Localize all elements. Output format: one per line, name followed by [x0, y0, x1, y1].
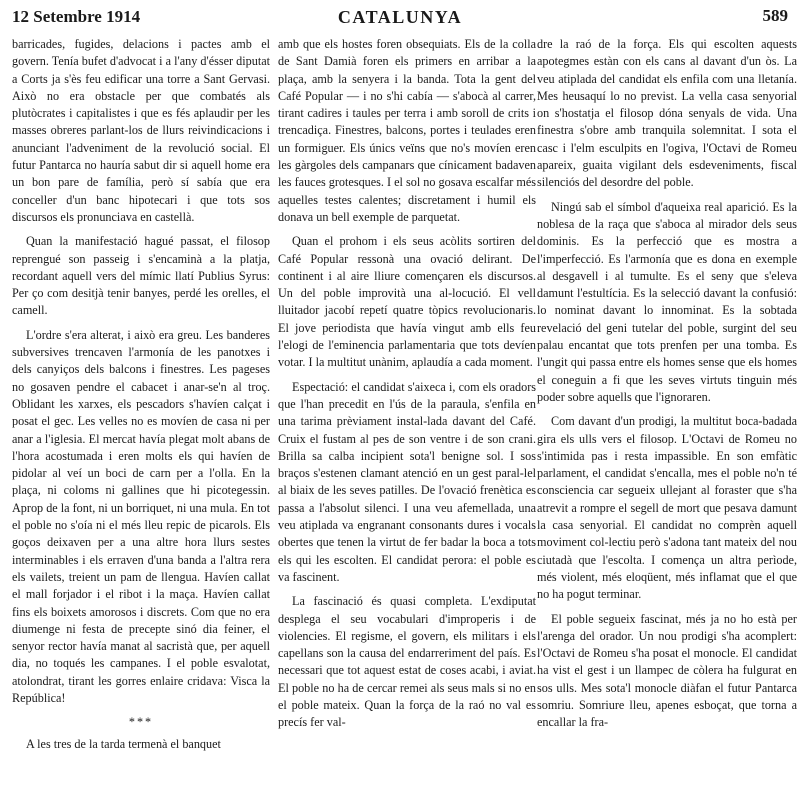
paragraph: dre la raó de la força. Els qui escolten aquests apotegmes estàn con els cans al davant d'un òs. La veu atiplada del candidat els enfila com una lletanía. Mes heusaquí lo no previst. La vella casa senyorial on s'hostatja el filosop dóna senyals de vida. Una finestra s'obre amb tranquila solemnitat. I sota el casc i l'elm esculpits en l'ogiva, l'Octavi de Romeu apareix, guaita vigilant dels esdeveniments, fiscal silenciós del desordre del poble. — [537, 37, 797, 190]
paragraph: Quan la manifestació hagué passat, el filosop reprengué son passeig i s'encaminà a la platja, recordant aquell vers del mímic llatí Publius Syrus: Per ço com desitjà tenir banyes, perdé les orelles, el camell. — [12, 234, 270, 318]
text-column-1 — [12, 36, 270, 753]
paragraph: El poble segueix fascinat, més ja no ho està per l'arenga del orador. Un nou prodigi s'ha acomplert: l'Octavi de Romeu s'ha posat el monocle. El candidat ha vist el gest i un llampec de còlera ha fulgurat en sos ulls. Mes sota'l monocle diàfan el futur Pantarca somriu. Somriure lleu, apenes esboçat, que torna a encallar la fra- — [537, 611, 797, 730]
publication-title: CATALUNYA — [337, 7, 463, 27]
paragraph: amb que els hostes foren obsequiats. Els de la colla de Sant Damià foren els primers en arribar a la plaça, amb la senyera i la banda. Tota la gent del Café Popular — i no s'hi cabía — s'abocà al carrer, tirant cadires i taules per terra i amb soroll de crits i trencadiça. Finestres, balcons, portes i teulades eren un formiguer. Els únics veïns que no's movíen eren les gàrgoles dels campanars que cínicament badaven les fauces grotesques. I el sol no gosava escalfar més aquelles testes calentes; discretament i humil els donava un bell exemple de parquetat. — [278, 37, 536, 224]
paragraph: L'ordre s'era alterat, i això era greu. Les banderes subversives trencaven l'armonía de les panotxes i dels canyiços dels balcons i finestres. Les pageses no gosaven pendre el cabacet i anar-se'n al troç. Oblidant les xarxes, els pescadors s'havíen calçat i posat el gec. Les velles no es movíen de casa ni per anar a l'iglesia. El mercat havía plegat molt abans de l'hora acostumada i eren molts els qui havíen de pidolar al veí un boci de carn per a l'olla. En la plaça, ni coloms ni gallines que hi picotegessin. Aprop de la font, ni un borriquet, ni una mula. En tot el poble no s'oía ni el més lleu repic de picarols. Els goços deixaven per a una altre hora llurs sestes interminables i els erraven d'una banda a l'altra rera els vailets, treient un pam de llengua. Havíen callat el mall forjador i el ribot i la maça. Havíen callat fins els boixets amorosos i discrets. Com que no era diumenge ni festa de precepte sinó dia feiner, el senyor rector havía manat al sacristà que, per aquell dia, no toqués les campanes. I el poble esvalotat, atolondrat, tirant les gorres enlaire cridava: Visca la República! — [12, 327, 270, 705]
text-column-3 — [537, 36, 797, 732]
paragraph: barricades, fugides, delacions i pactes amb el govern. Tenía bufet d'advocat i a l'any d'ésser diputat a Corts ja s'ès feu edificar una torre a Sant Gervasi. Això no era obstacle per que combatés als plutòcrates i capitalistes i que es fés aplaudir per les masses obreres parlant-los de llurs reivindicacions i anunciant l'adveniment de la revolució social. El futur Pantarca no hauría sabut dir si aquell home era un bon pare de família, però sí sabía que era conceller d'un banc hipotecari i que tots sos discursos els pronunciava en castellà. — [12, 37, 270, 224]
page-number: 589 — [762, 6, 788, 25]
paragraph: Ningú sab el símbol d'aqueixa real aparició. Es la noblesa de la raça que s'aboca al mirador dels seus dominis. Es la perfecció que es mostra a l'imperfecció. Es l'armonía que es dona en exemple al desgavell i al tumulte. Es el seny que s'eleva damunt l'estultícia. Es la selecció davant la confusió: lo nominat davant lo innominat. Es la sobtada revelació del geni tutelar del poble, surgint del seu palau encantat que tots prenfen per una tomba. Es l'ungit qui passa entre els homes sense que els homes el coneguin a fi que les seves virtuts tinguin més poder sobre aquells que l'ignoraren. — [537, 199, 797, 404]
paragraph: Espectació: el candidat s'aixeca i, com els oradors que l'han precedit en l'ús de la paraula, s'enfila en una tarima prèviament instal-lada davant del Café. Cruix el fustam al pes de son ventre i de son crani. Brilla sa calba incipient sota'l benigne sol. I sos braços s'estenen clamant atenció en un gest paral-lel al biaix de les seves patilles. De l'ovació frenètica es passa a l'absolut silenci. I una veu afemellada, una veu atiplada va engranant consonants dures i vocals obertes que tenen la virtut de fer badar la boca a tots els qui les escolten. El candidat perora: el poble es va fascinent. — [278, 379, 536, 584]
text-column-2 — [278, 36, 536, 732]
section-separator: *** — [128, 715, 154, 730]
issue-date: 12 Setembre 1914 — [12, 7, 141, 26]
paragraph: Quan el prohom i els seus acòlits sortiren del Café Popular ressonà una ovació delirant. De continent i al aire lliure començaren els discursos. Un del poble improvità una al-locució. El vell lluitador jacobí repetí quatre tòpics revolucionaris. El jove periodista que havía vingut amb ells feu l'elogi de l'eminencia parlamentaria que tots devíen votar. I la multitut unànim, aplaudía a cada moment. — [278, 234, 536, 370]
page-header — [0, 0, 800, 30]
paragraph: La fascinació és quasi completa. L'exdiputat desplega el seu vocabulari d'improperis i de violencies. El regisme, el govern, els militars i els capellans son la causa del endarreriment del país. Es necessari que tot aquest estat de coses acabi, i aviat. El poble no ha de cercar remei als seus mals si no en el poble mateix. Quan la força de la raó no val es precís fer val- — [278, 594, 536, 730]
paragraph: Com davant d'un prodigi, la multitut boca-badada gira els ulls vers el filosop. L'Octavi de Romeu no s'intimida pas i resta impassible. En son emfàtic parlament, el candidat s'encalla, mes el poble no'n té consciencia car segueix ullejant al foraster que s'ha atrevit a rompre el segell de mort que pesava damunt la casa senyorial. El candidat no comprèn aquell moviment col-lectiu però s'adona tant mateix del nou ciutadà que l'escolta. I comença un altra perìode, més violent, més eloqüent, més inflamat que el que no ha pogut terminar. — [537, 414, 797, 602]
paragraph: A les tres de la tarda termenà el banquet — [26, 736, 221, 751]
